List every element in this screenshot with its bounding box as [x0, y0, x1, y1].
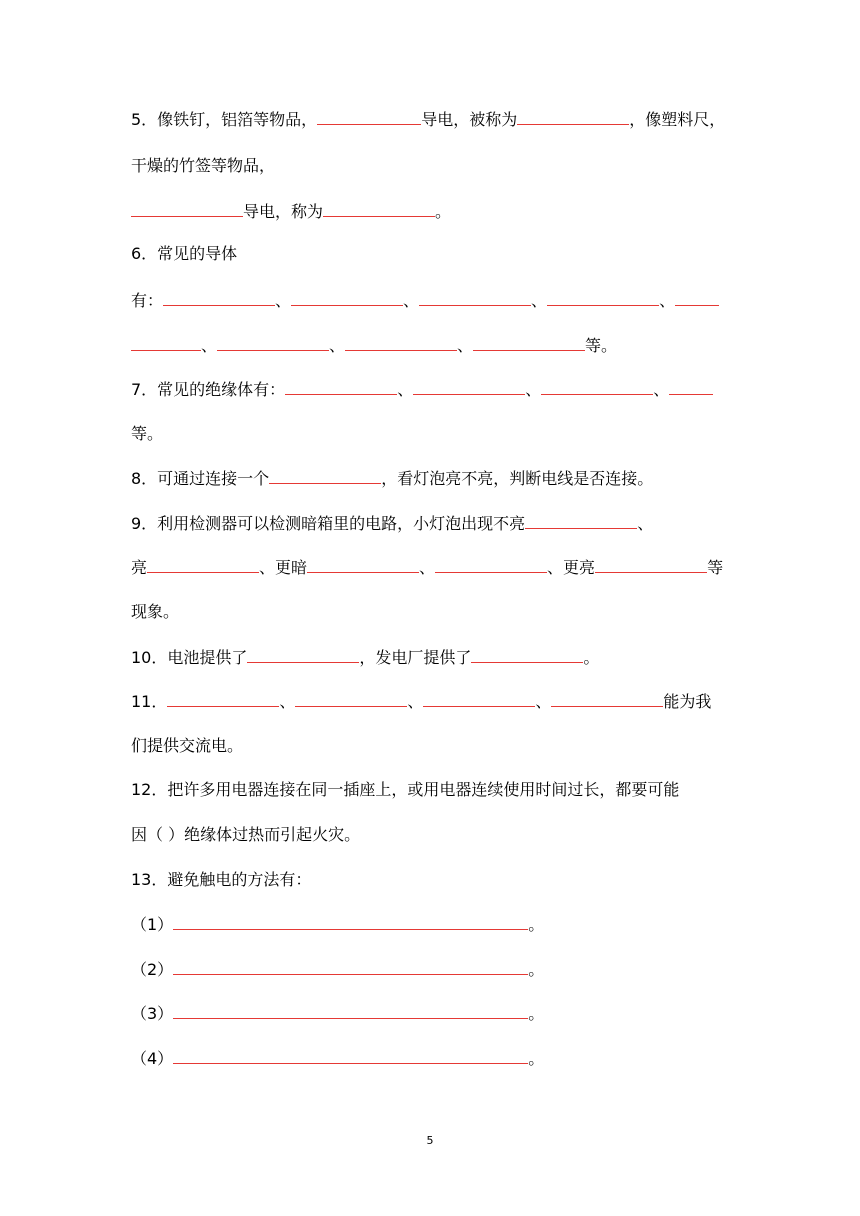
- separator: 、: [531, 291, 548, 310]
- answer-blank[interactable]: [419, 289, 531, 306]
- answer-blank[interactable]: [547, 289, 659, 306]
- q13-text-a: 13．避免触电的方法有：: [131, 870, 312, 889]
- q9-text-b: 亮: [131, 558, 148, 577]
- q11-line2: [131, 735, 243, 757]
- q13-item-3: [131, 1002, 544, 1025]
- separator: 、: [275, 291, 292, 310]
- answer-blank[interactable]: [173, 1047, 528, 1064]
- separator: 、: [457, 336, 474, 355]
- q5-text-e: 导电，称为: [243, 202, 324, 221]
- answer-blank[interactable]: [473, 334, 585, 351]
- answer-blank[interactable]: [167, 690, 279, 707]
- q13-item-label: （3）: [131, 1004, 174, 1023]
- q9-text-e: 等: [707, 558, 724, 577]
- q13-line1: [131, 869, 311, 891]
- q10-text-a: 10．电池提供了: [131, 648, 248, 667]
- answer-blank[interactable]: [131, 334, 201, 351]
- answer-blank[interactable]: [423, 690, 535, 707]
- q13-item-4: [131, 1047, 544, 1070]
- answer-blank[interactable]: [217, 334, 329, 351]
- q5-text-f: 。: [435, 202, 452, 221]
- answer-blank[interactable]: [345, 334, 457, 351]
- answer-blank[interactable]: [595, 556, 707, 573]
- answer-blank[interactable]: [247, 646, 359, 663]
- q5-line1: [131, 108, 725, 131]
- answer-blank[interactable]: [173, 913, 528, 930]
- q6-end: 等。: [585, 336, 618, 355]
- q13-item-2: [131, 958, 544, 981]
- q13-item-label: （4）: [131, 1049, 174, 1068]
- q6-text-a: 6．常见的导体: [131, 244, 238, 263]
- answer-blank[interactable]: [163, 289, 275, 306]
- separator: 、: [637, 514, 654, 533]
- answer-blank[interactable]: [435, 556, 547, 573]
- q8-text-b: ，看灯泡亮不亮，判断电线是否连接。: [381, 469, 654, 488]
- separator: 、: [419, 558, 436, 577]
- separator: 、: [397, 380, 414, 399]
- answer-blank[interactable]: [675, 289, 719, 306]
- separator: 、: [329, 336, 346, 355]
- q7-text-a: 7．常见的绝缘体有：: [131, 380, 286, 399]
- separator: 、: [659, 291, 676, 310]
- period: 。: [528, 915, 545, 934]
- q9-line2: [131, 556, 723, 579]
- answer-blank[interactable]: [285, 378, 397, 395]
- answer-blank[interactable]: [323, 200, 435, 217]
- q5-line3: [131, 200, 451, 223]
- q13-item-1: [131, 913, 544, 936]
- answer-blank[interactable]: [147, 556, 259, 573]
- q10-text-b: ，发电厂提供了: [359, 648, 472, 667]
- q9-text-a: 9．利用检测器可以检测暗箱里的电路，小灯泡出现不亮: [131, 514, 526, 533]
- period: 。: [528, 1004, 545, 1023]
- q8-line1: [131, 467, 653, 490]
- q9-line1: [131, 512, 653, 535]
- q12-text-b: 因（ ）绝缘体过热而引起火灾。: [131, 825, 361, 844]
- q6-line3: [131, 334, 617, 357]
- separator: 、: [535, 692, 552, 711]
- q11-text-a: 11．: [131, 692, 168, 711]
- q11-line1: [131, 690, 711, 713]
- q5-text-b: 导电，被称为: [421, 110, 518, 129]
- q11-text-b: 能为我: [663, 692, 712, 711]
- q9-text-f: 现象。: [131, 602, 180, 621]
- answer-blank[interactable]: [669, 378, 713, 395]
- q5-line2: [131, 155, 275, 177]
- answer-blank[interactable]: [131, 200, 243, 217]
- q6-line2: [131, 289, 719, 312]
- q9-line3: [131, 601, 179, 623]
- q10-line1: [131, 646, 599, 669]
- q9-text-c: 、更暗: [259, 558, 308, 577]
- q10-text-c: 。: [583, 648, 600, 667]
- answer-blank[interactable]: [317, 108, 421, 125]
- separator: 、: [653, 380, 670, 399]
- q8-text-a: 8．可通过连接一个: [131, 469, 270, 488]
- separator: 、: [407, 692, 424, 711]
- answer-blank[interactable]: [269, 467, 381, 484]
- q7-line1: [131, 378, 713, 401]
- answer-blank[interactable]: [551, 690, 663, 707]
- q7-end: 等。: [131, 424, 164, 443]
- answer-blank[interactable]: [517, 108, 629, 125]
- q5-text-d: 干燥的竹签等物品，: [131, 156, 276, 175]
- q9-text-d: 、更亮: [547, 558, 596, 577]
- q13-item-label: （1）: [131, 915, 174, 934]
- answer-blank[interactable]: [541, 378, 653, 395]
- q5-text-c: ，像塑料尺，: [629, 110, 726, 129]
- q5-text-a: 5．像铁钉，铝箔等物品，: [131, 110, 318, 129]
- period: 。: [528, 1049, 545, 1068]
- q7-line2: [131, 423, 163, 445]
- q12-line2: [131, 824, 360, 846]
- q13-item-label: （2）: [131, 960, 174, 979]
- answer-blank[interactable]: [173, 1002, 528, 1019]
- q12-line1: [131, 779, 679, 801]
- page-number: 5: [426, 1134, 434, 1147]
- separator: 、: [403, 291, 420, 310]
- separator: 、: [525, 380, 542, 399]
- q6-line1: [131, 243, 237, 265]
- separator: 、: [279, 692, 296, 711]
- answer-blank[interactable]: [307, 556, 419, 573]
- period: 。: [528, 960, 545, 979]
- answer-blank[interactable]: [291, 289, 403, 306]
- q6-text-b: 有：: [131, 291, 164, 310]
- answer-blank[interactable]: [413, 378, 525, 395]
- answer-blank[interactable]: [525, 512, 637, 529]
- answer-blank[interactable]: [173, 958, 528, 975]
- answer-blank[interactable]: [295, 690, 407, 707]
- answer-blank[interactable]: [471, 646, 583, 663]
- separator: 、: [201, 336, 218, 355]
- q12-text-a: 12．把许多用电器连接在同一插座上，或用电器连续使用时间过长，都要可能: [131, 780, 680, 799]
- q11-text-c: 们提供交流电。: [131, 736, 244, 755]
